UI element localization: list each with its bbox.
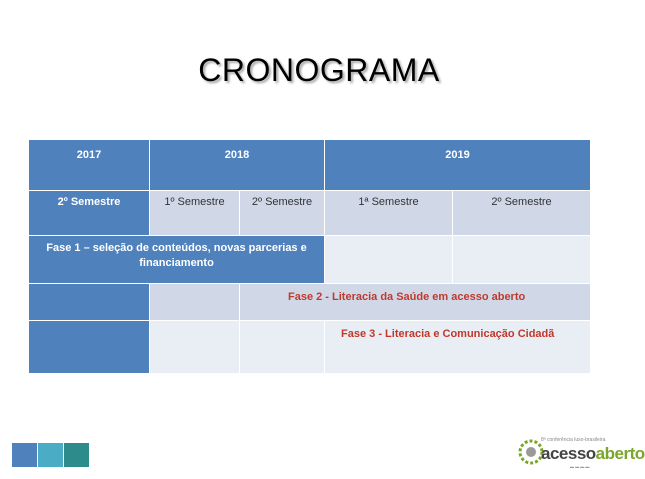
logo-subtitle: 8ª conferência luso-brasileira (541, 437, 606, 443)
phase1-label: Fase 1 – seleção de conteúdos, novas parcerias e financiamento (46, 242, 307, 269)
semester-cell (240, 191, 325, 236)
empty-cell (150, 284, 240, 321)
year-header-row (29, 140, 591, 191)
phase3-bar (325, 321, 591, 374)
year-2018-cell (150, 140, 325, 191)
square-cyan (38, 443, 63, 467)
logo-wordmark-part2: aberto (595, 444, 645, 463)
square-teal (64, 443, 89, 467)
empty-cell (240, 321, 325, 374)
year-2019-cell (325, 140, 591, 191)
empty-cell (325, 236, 453, 284)
semester-cell (325, 191, 453, 236)
semester-row (29, 191, 591, 236)
phase2-row (29, 284, 591, 321)
logo-tagline-lines: ▬ ▬ ▬ ▬ (570, 464, 590, 469)
semester-cell (453, 191, 591, 236)
year-label: 2017 (76, 149, 102, 161)
logo-wordmark (541, 444, 645, 464)
empty-cell (29, 284, 150, 321)
schedule-table (28, 139, 591, 374)
phase2-label: Fase 2 - Literacia da Saúde em acesso aberto (288, 291, 526, 303)
semester-label: 2º Semestre (251, 196, 313, 208)
empty-cell (150, 321, 240, 374)
phase2-bar (240, 284, 591, 321)
semester-label: 2º Semestre (491, 196, 552, 208)
semester-label: 1º Semestre (164, 196, 225, 208)
page-title: CRONOGRAMA (198, 52, 440, 88)
year-label: 2019 (445, 149, 470, 161)
semester-cell (29, 191, 150, 236)
conference-logo (518, 437, 645, 473)
logo-wordmark-part1: acesso (541, 444, 596, 463)
empty-cell (453, 236, 591, 284)
empty-cell (29, 321, 150, 374)
phase1-row (29, 236, 591, 284)
year-2017-cell (29, 140, 150, 191)
phase1-bar (29, 236, 325, 284)
year-label: 2018 (224, 149, 250, 161)
phase3-label: Fase 3 - Literacia e Comunicação Cidadã (341, 328, 555, 340)
semester-label: 1ª Semestre (358, 196, 419, 208)
semester-label: 2º Semestre (57, 196, 121, 208)
semester-cell (150, 191, 240, 236)
phase3-row (29, 321, 591, 374)
square-blue (12, 443, 37, 467)
